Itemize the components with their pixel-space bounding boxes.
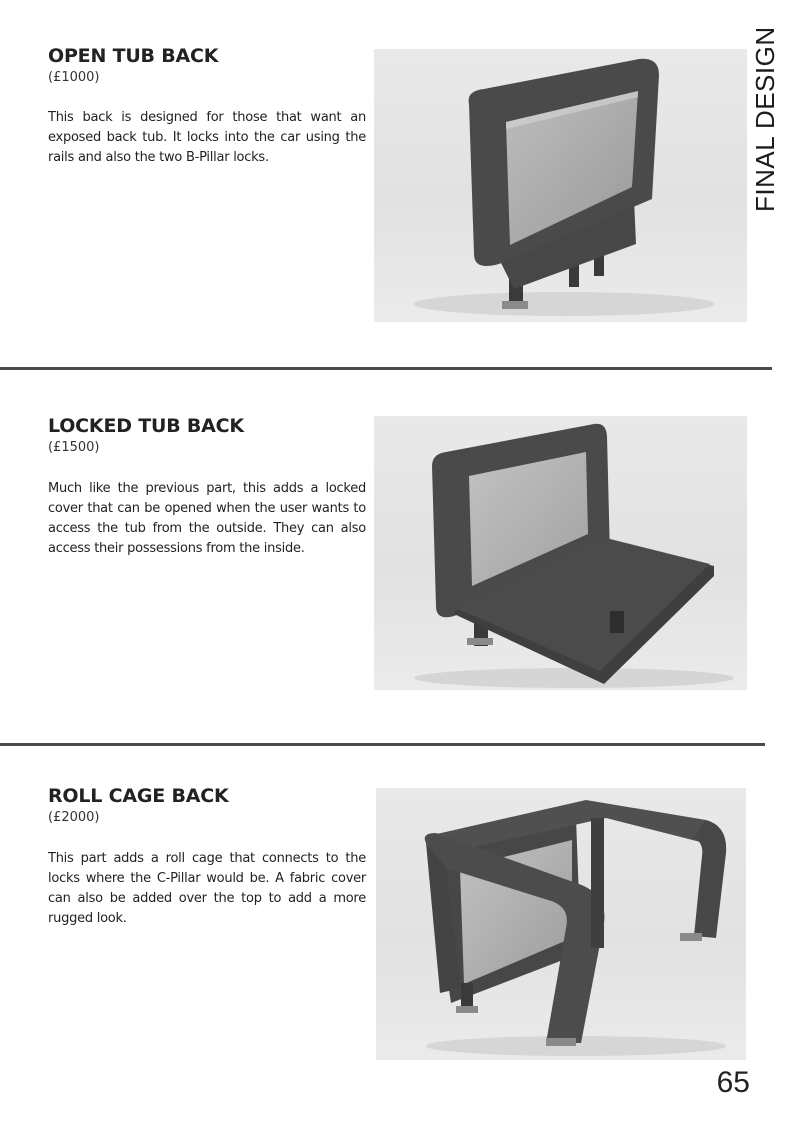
- section-divider: [0, 743, 765, 746]
- product-price: (£1000): [48, 70, 100, 85]
- product-title: LOCKED TUB BACK: [48, 415, 244, 437]
- product-price: (£1500): [48, 440, 100, 455]
- product-render-image: [376, 788, 746, 1060]
- product-description: This back is designed for those that want an exposed back tub. It locks into the car using the rails and also the two B-Pillar locks.: [48, 110, 366, 165]
- page-number: 65: [716, 1066, 750, 1099]
- product-description: Much like the previous part, this adds a locked cover that can be opened when the user wants to access the tub from the outside. They can also access their possessions from the inside.: [48, 481, 366, 556]
- product-price: (£2000): [48, 810, 100, 825]
- product-title: OPEN TUB BACK: [48, 45, 219, 67]
- section-header-vertical: FINAL DESIGN: [750, 26, 780, 212]
- product-title: ROLL CAGE BACK: [48, 785, 229, 807]
- section-divider: [0, 367, 772, 370]
- product-render-image: [374, 49, 747, 322]
- product-render-image: [374, 416, 747, 690]
- product-description: This part adds a roll cage that connects to the locks where the C-Pillar would be. A fabric cover can also be added over the top to add a more rugged look.: [48, 851, 366, 926]
